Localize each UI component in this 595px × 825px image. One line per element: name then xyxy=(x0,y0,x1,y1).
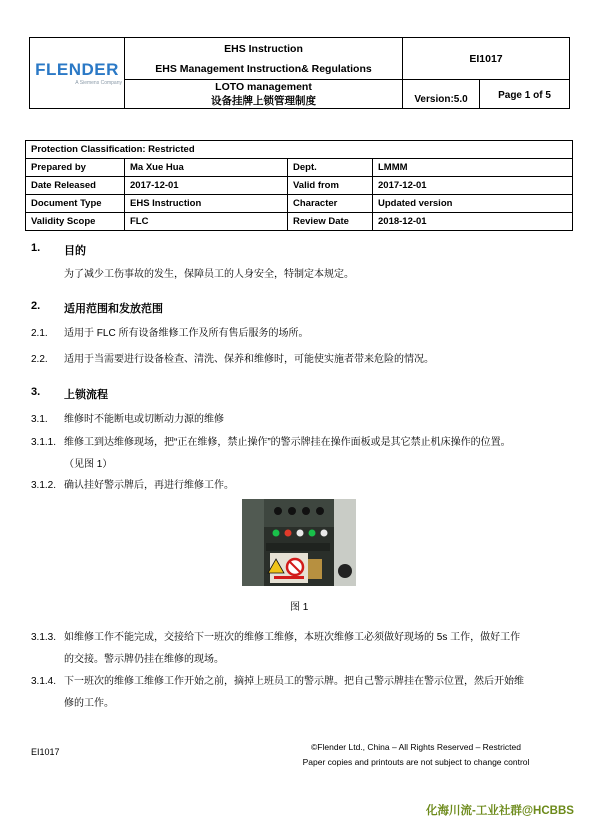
footer-copyright: ©Flender Ltd., China – All Rights Reserved – Restricted xyxy=(311,742,521,752)
section-2-number: 2. xyxy=(31,300,41,312)
table-row xyxy=(26,177,573,195)
title-line2: EHS Management Instruction& Regulations xyxy=(155,62,372,75)
clause-3-1-number: 3.1. xyxy=(31,414,48,425)
meta-value: 2017-12-01 xyxy=(125,177,288,195)
table-row xyxy=(26,213,573,231)
version: Version:5.0 xyxy=(403,80,480,109)
meta-value: FLC xyxy=(125,213,288,231)
clause-2-1-text: 适用于 FLC 所有设备维修工作及所有售后服务的场所。 xyxy=(64,328,309,339)
table-row xyxy=(26,195,573,213)
clause-3-1-2-number: 3.1.2. xyxy=(31,480,57,491)
footer-doc-id: EI1017 xyxy=(31,747,60,757)
footer-change-control-note: Paper copies and printouts are not subject to change control xyxy=(302,757,530,767)
flender-logo: FLENDER xyxy=(35,60,119,79)
table-row xyxy=(26,159,573,177)
document-header xyxy=(29,37,570,109)
logo-subtitle: A Siemens Company xyxy=(75,80,122,86)
logo-cell xyxy=(30,38,125,109)
clause-2-2-number: 2.2. xyxy=(31,354,48,365)
clause-2-1-number: 2.1. xyxy=(31,328,48,339)
meta-label: Prepared by xyxy=(26,159,125,177)
watermark: 化海川流-工业社群@HCBBS xyxy=(426,805,574,817)
clause-3-1-1-number: 3.1.1. xyxy=(31,437,57,448)
clause-3-1-3-text: 如维修工作不能完成，交接给下一班次的维修工维修，本班次维修工必须做好现场的 5s 工作，做好工作 xyxy=(64,632,521,643)
clause-3-1-4-continued: 修的工作。 xyxy=(64,698,114,709)
meta-value: LMMM xyxy=(373,159,573,177)
clause-3-1-3-number: 3.1.3. xyxy=(31,632,57,643)
meta-value: Ma Xue Hua xyxy=(125,159,288,177)
clause-2-2-text: 适用于当需要进行设备检查、清洗、保养和维修时，可能使实施者带来危险的情况。 xyxy=(64,354,434,365)
protection-classification: Protection Classification: Restricted xyxy=(26,141,573,159)
subtitle-cn: 设备挂牌上锁管理制度 xyxy=(211,95,316,107)
meta-label: Review Date xyxy=(288,213,373,231)
section-1-title: 目的 xyxy=(64,245,86,257)
meta-label: Date Released xyxy=(26,177,125,195)
title-cell xyxy=(125,38,403,80)
section-2-title: 适用范围和发放范围 xyxy=(64,303,163,315)
meta-label: Dept. xyxy=(288,159,373,177)
clause-3-1-1-continued: （见图 1） xyxy=(64,459,113,470)
meta-label: Valid from xyxy=(288,177,373,195)
clause-3-1-4-number: 3.1.4. xyxy=(31,676,57,687)
doc-id: EI1017 xyxy=(403,38,570,80)
meta-value: EHS Instruction xyxy=(125,195,288,213)
lockout-tag-photo xyxy=(242,499,356,586)
figure-1-caption: 图 1 xyxy=(290,602,309,613)
meta-label: Validity Scope xyxy=(26,213,125,231)
section-1-number: 1. xyxy=(31,242,41,254)
title-line1: EHS Instruction xyxy=(224,42,303,55)
clause-3-1-1-text: 维修工到达维修现场，把“正在维修，禁止操作”的警示牌挂在操作面板或是其它禁止机床操作的位置。 xyxy=(64,437,511,448)
footer-block xyxy=(290,740,542,770)
meta-label: Character xyxy=(288,195,373,213)
meta-value: 2017-12-01 xyxy=(373,177,573,195)
subtitle-cell xyxy=(125,80,403,109)
clause-3-1-3-continued: 的交接。警示牌仍挂在维修的现场。 xyxy=(64,654,224,665)
clause-3-1-4-text: 下一班次的维修工维修工作开始之前，摘掉上班员工的警示牌。把自己警示牌挂在警示位置，然后开始维 xyxy=(64,676,524,687)
section-3-number: 3. xyxy=(31,386,41,398)
meta-label: Document Type xyxy=(26,195,125,213)
document-meta-table xyxy=(25,140,573,231)
page-number: Page 1 of 5 xyxy=(480,80,570,109)
clause-3-1-text: 维修时不能断电或切断动力源的维修 xyxy=(64,414,224,425)
section-1-text: 为了减少工伤事故的发生，保障员工的人身安全，特制定本规定。 xyxy=(64,269,354,280)
control-panel-image xyxy=(242,499,356,586)
meta-value: Updated version xyxy=(373,195,573,213)
clause-3-1-2-text: 确认挂好警示牌后，再进行维修工作。 xyxy=(64,480,234,491)
section-3-title: 上锁流程 xyxy=(64,389,108,401)
subtitle-en: LOTO management xyxy=(215,81,312,93)
meta-value: 2018-12-01 xyxy=(373,213,573,231)
